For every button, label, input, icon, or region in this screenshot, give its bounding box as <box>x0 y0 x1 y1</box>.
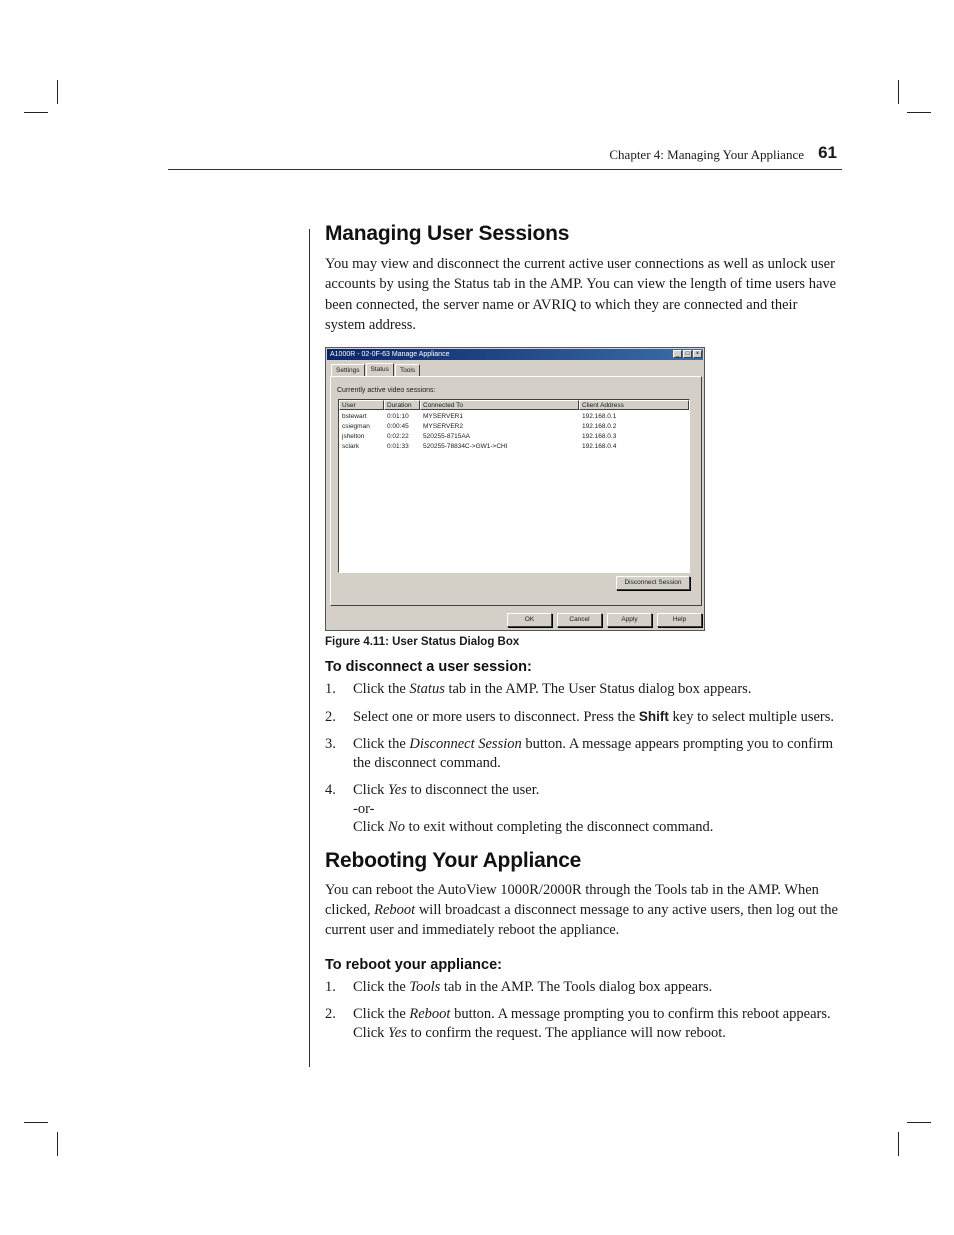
list-item <box>325 735 840 772</box>
section-body: You may view and disconnect the current active user connections as well as unlock user accounts by using the Status tab in the AMP. You can view the length of time users have been connected, the server name or AVRIQ to which they are connected and their system address. <box>325 256 837 333</box>
running-header <box>168 140 842 170</box>
table-row[interactable] <box>339 422 689 432</box>
column-header-user[interactable]: User <box>339 400 384 410</box>
cell-user: sclark <box>342 443 359 451</box>
column-header-duration[interactable]: Duration <box>384 400 420 410</box>
table-row[interactable] <box>339 412 689 422</box>
step-text: key to select multiple users. <box>668 708 835 725</box>
dialog-titlebar <box>327 349 703 360</box>
cell-connected-to: 520255-8715AA <box>423 433 470 441</box>
window-controls <box>673 350 702 358</box>
status-tab-panel <box>330 376 702 606</box>
column-header-client-address[interactable]: Client Address <box>579 400 689 410</box>
minimize-icon[interactable]: _ <box>673 350 682 358</box>
list-item <box>325 708 840 727</box>
step-text: Click the <box>353 1006 410 1023</box>
body-text: You can reboot the AutoView 1000R/2000R through the Tools tab in the AMP. When clicked, <box>325 881 819 918</box>
tab-status[interactable]: Status <box>366 363 394 376</box>
step-number: 2. <box>325 708 336 725</box>
cell-user: csiegman <box>342 423 370 431</box>
crop-mark <box>24 1122 48 1123</box>
cell-user: jshelton <box>342 433 365 441</box>
cancel-button[interactable]: Cancel <box>557 613 602 627</box>
help-button[interactable]: Help <box>657 613 702 627</box>
cell-connected-to: 520255-78834C->GW1->CHI <box>423 443 508 451</box>
disconnect-steps <box>325 680 840 837</box>
procedure-heading-reboot: To reboot your appliance: <box>325 956 502 973</box>
cell-connected-to: MYSERVER1 <box>423 413 463 421</box>
section-heading-managing-sessions: Managing User Sessions <box>325 222 570 245</box>
procedure-heading-disconnect: To disconnect a user session: <box>325 659 532 676</box>
step-number: 2. <box>325 1006 336 1023</box>
crop-mark <box>898 80 899 104</box>
page-content <box>325 222 840 1042</box>
step-or: -or- <box>353 800 375 817</box>
step-text: Click the <box>353 681 410 698</box>
apply-button[interactable]: Apply <box>607 613 652 627</box>
body-emphasis: Reboot <box>374 901 416 918</box>
margin-rule <box>309 229 310 1067</box>
step-emphasis: Status <box>409 681 445 698</box>
list-item <box>325 978 840 997</box>
step-emphasis: No <box>388 819 405 836</box>
cell-duration: 0:00:45 <box>387 423 409 431</box>
ok-button[interactable]: OK <box>507 613 552 627</box>
step-text: to confirm the request. The appliance will now reboot. <box>406 1024 726 1041</box>
step-emphasis: Reboot <box>409 1006 451 1023</box>
close-icon[interactable]: × <box>693 350 702 358</box>
crop-mark <box>24 112 48 113</box>
step-text: button. A message prompting you to confirm this reboot appears. Click <box>353 1006 831 1041</box>
step-text: tab in the AMP. The Tools dialog box appears. <box>440 978 713 995</box>
section-body <box>325 880 840 941</box>
step-text: Click the <box>353 978 410 995</box>
list-item <box>325 680 840 699</box>
section-heading-rebooting: Rebooting Your Appliance <box>325 848 582 872</box>
cell-user: bstewart <box>342 413 367 421</box>
chapter-title: Chapter 4: Managing Your Appliance <box>609 147 804 162</box>
crop-mark <box>57 80 58 104</box>
crop-mark <box>907 1122 931 1123</box>
cell-connected-to: MYSERVER2 <box>423 423 463 431</box>
crop-mark <box>898 1132 899 1156</box>
key-name: Shift <box>638 708 669 724</box>
table-row[interactable] <box>339 432 689 442</box>
step-emphasis: Yes <box>388 782 407 799</box>
disconnect-session-button[interactable]: Disconnect Session <box>616 576 690 590</box>
step-emphasis: Yes <box>388 1024 407 1041</box>
cell-client-address: 192.168.0.1 <box>582 413 617 421</box>
crop-mark <box>57 1132 58 1156</box>
table-row[interactable] <box>339 442 689 452</box>
step-emphasis: Disconnect Session <box>409 736 522 753</box>
step-text: tab in the AMP. The User Status dialog box appears. <box>444 681 752 698</box>
tab-tools[interactable]: Tools <box>395 364 420 377</box>
sessions-list[interactable] <box>338 399 690 573</box>
step-number: 1. <box>325 681 336 698</box>
cell-client-address: 192.168.0.3 <box>582 433 617 441</box>
step-text: button. A message appears prompting you to confirm the disconnect command. <box>353 736 834 771</box>
dialog-title: A1000R - 02-0F-63 Manage Appliance <box>330 351 450 359</box>
step-emphasis: Tools <box>409 978 441 995</box>
page-number: 61 <box>818 143 837 162</box>
step-text: Click <box>353 819 389 836</box>
user-status-dialog <box>325 347 705 631</box>
list-item <box>325 781 840 837</box>
cell-duration: 0:02:22 <box>387 433 409 441</box>
maximize-icon[interactable]: □ <box>683 350 692 358</box>
sessions-label: Currently active video sessions: <box>337 387 436 395</box>
crop-mark <box>907 112 931 113</box>
sessions-list-header <box>339 400 689 410</box>
step-number: 4. <box>325 782 336 799</box>
reboot-steps <box>325 978 840 1043</box>
step-text: to disconnect the user. <box>406 782 540 799</box>
body-text: will broadcast a disconnect message to any active users, then log out the current user and immediately reboot the appliance. <box>325 901 838 939</box>
step-number: 1. <box>325 978 336 995</box>
step-number: 3. <box>325 736 336 753</box>
cell-client-address: 192.168.0.4 <box>582 443 617 451</box>
step-text: Click the <box>353 736 410 753</box>
step-text: Click <box>353 782 389 799</box>
cell-duration: 0:01:10 <box>387 413 409 421</box>
tab-settings[interactable]: Settings <box>331 364 365 377</box>
column-header-connected-to[interactable]: Connected To <box>420 400 579 410</box>
list-item <box>325 1005 840 1042</box>
step-text: Select one or more users to disconnect. Press the <box>353 708 639 725</box>
step-text: to exit without completing the disconnect command. <box>404 819 714 836</box>
cell-client-address: 192.168.0.2 <box>582 423 617 431</box>
cell-duration: 0:01:33 <box>387 443 409 451</box>
figure-caption: Figure 4.11: User Status Dialog Box <box>325 636 520 649</box>
